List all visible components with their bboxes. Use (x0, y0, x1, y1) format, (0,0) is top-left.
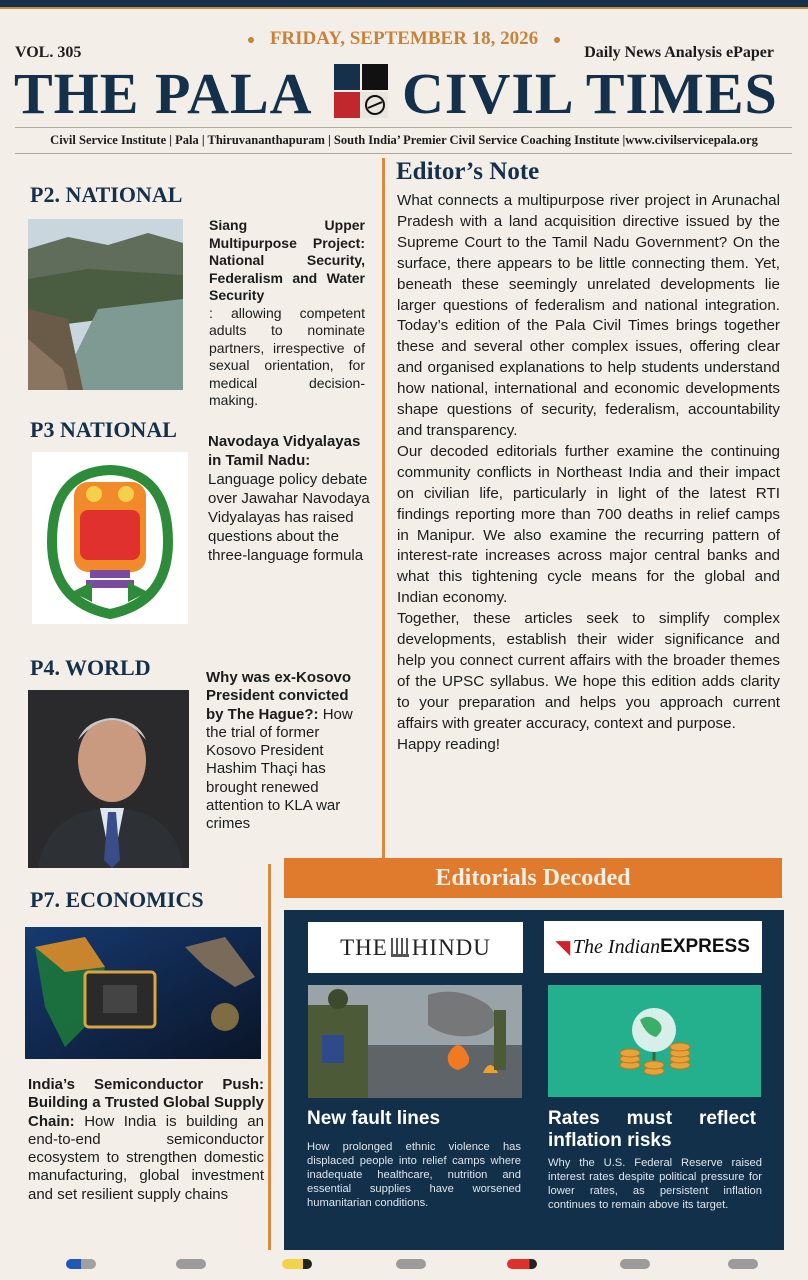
page-indicator-dot[interactable] (507, 1259, 537, 1269)
article-summary: How the trial of former Kosovo President Hashim Thaçi has brought renewed attention to KLA war crimes (206, 705, 353, 833)
article-p3[interactable] (208, 432, 370, 565)
column-divider (268, 864, 271, 1250)
page-indicator-dot[interactable] (620, 1259, 650, 1269)
top-accent-line (0, 7, 808, 9)
article-summary: Language policy debate over Jawahar Navodaya Vidyalayas has raised questions about the three-language formula (208, 471, 370, 564)
article-headline: Navodaya Vidyalayas in Tamil Nadu: (208, 433, 361, 469)
divider (15, 127, 792, 128)
divider (15, 153, 792, 154)
emblem-icon (391, 938, 409, 957)
the-hindu-logo[interactable] (308, 922, 523, 973)
article-summary: How India is building an end-to-end semiconductor ecosystem to strengthen domestic manufacturing, global investment and set resilient supply chains (28, 1112, 264, 1203)
navodaya-emblem[interactable] (32, 452, 188, 624)
article-headline: Why was ex-Kosovo President convicted by The Hague?: (206, 669, 352, 723)
bullet-icon (554, 37, 560, 43)
tagline: Civil Service Institute | Pala | Thiruvananthapuram | South India’ Premier Civil Service Coaching Institute |www.civilservicepala.org (50, 133, 758, 147)
page-indicator-dot[interactable] (282, 1259, 312, 1269)
page-indicator-dot[interactable] (728, 1259, 758, 1269)
editorial-summary: Why the U.S. Federal Reserve raised interest rates despite political pressure for lower rates, as persistent inflation continues to remain above its target. (548, 1157, 762, 1211)
column-divider (382, 158, 385, 864)
editorial-summary: How prolonged ethnic violence has displaced people into relief camps where inadequate healthcare, nutrition and essential supplies have worsened humanitarian conditions. (307, 1141, 521, 1209)
article-p2[interactable] (209, 217, 365, 410)
section-label-p7: P7. ECONOMICS (30, 887, 204, 912)
page-indicator-dot[interactable] (396, 1259, 426, 1269)
masthead-title-right: CIVIL TIMES (402, 61, 778, 126)
article-p4[interactable] (206, 669, 359, 834)
source-name: The Indian (572, 935, 661, 958)
semiconductor-photo[interactable] (25, 927, 261, 1059)
editor-note-paragraph: Happy reading! (397, 735, 501, 753)
editorials-banner: Editorials Decoded (284, 858, 782, 898)
article-p7[interactable] (28, 1076, 264, 1204)
source-name: HINDU (411, 934, 491, 960)
masthead-title-left: THE PALA (14, 61, 313, 126)
volume-number: VOL. 305 (15, 44, 82, 61)
express-mark-icon: ◥ (556, 936, 570, 957)
section-label-p4: P4. WORLD (30, 655, 151, 680)
section-label-p2: P2. NATIONAL (30, 182, 183, 207)
portrait-photo[interactable] (28, 690, 189, 868)
editor-note-title: Editor’s Note (396, 158, 540, 185)
newspaper-logo (334, 64, 388, 118)
editor-note-body (397, 191, 780, 755)
editor-note-paragraph: Together, these articles seek to simplify complex developments, establish their wider significance and help you connect current affairs with the broader themes of the UPSC syllabus. We hope this edition adds clarity to your preparation and helps you approach current affairs with greater accuracy, context and purpose. (397, 610, 780, 732)
editorial-headline[interactable]: New fault lines (307, 1108, 441, 1129)
coins-globe-image[interactable] (548, 985, 761, 1097)
page-indicator-dot[interactable] (66, 1259, 96, 1269)
river-photo[interactable] (28, 219, 183, 390)
source-name: THE (340, 934, 388, 960)
bullet-icon (248, 37, 254, 43)
article-headline: Siang Upper Multipurpose Project: National Security, Federalism and Water Security (209, 217, 365, 303)
editor-note-paragraph: Our decoded editorials further examine the continuing community conflicts in Northeast India and their impact on civilian life, particularly in light of the latest RTI findings reporting more than 700 deaths in relief camps in Manipur. We also examine the recurring pattern of interest-rate increases across major central banks and what this tightening cycle means for the global and Indian economy. (397, 442, 780, 607)
edition-label: Daily News Analysis ePaper (584, 44, 774, 61)
section-label-p3: P3 NATIONAL (30, 417, 177, 442)
page-indicator-dot[interactable] (176, 1259, 206, 1269)
article-summary: : allowing competent adults to nominate partners, irrespective of sexual orientation, for medical decision-making. (209, 304, 365, 408)
indian-express-logo[interactable] (544, 921, 762, 973)
editor-note-paragraph: What connects a multipurpose river project in Arunachal Pradesh with a land acquisition directive issued by the Supreme Court to the Tamil Nadu Government? On the surface, there appears to be little connecting them. Yet, beneath these seemingly unrelated developments lie larger questions of federalism and national integration. Today’s edition of the Pala Civil Times brings together these and several other complex issues, offering clear and organised explanations to help students understand how national, international and economic developments shape questions of security, federalism, accountability and transparency. (397, 192, 780, 439)
article-headline: India’s Semiconductor Push: Building a Trusted Global Supply Chain: (28, 1076, 264, 1130)
issue-date: FRIDAY, SEPTEMBER 18, 2026 (269, 28, 539, 49)
editorial-headline[interactable]: Rates must reflect inflation risks (548, 1108, 756, 1151)
conflict-photo[interactable] (308, 985, 522, 1098)
top-bar (0, 0, 808, 7)
source-name: EXPRESS (660, 936, 750, 957)
